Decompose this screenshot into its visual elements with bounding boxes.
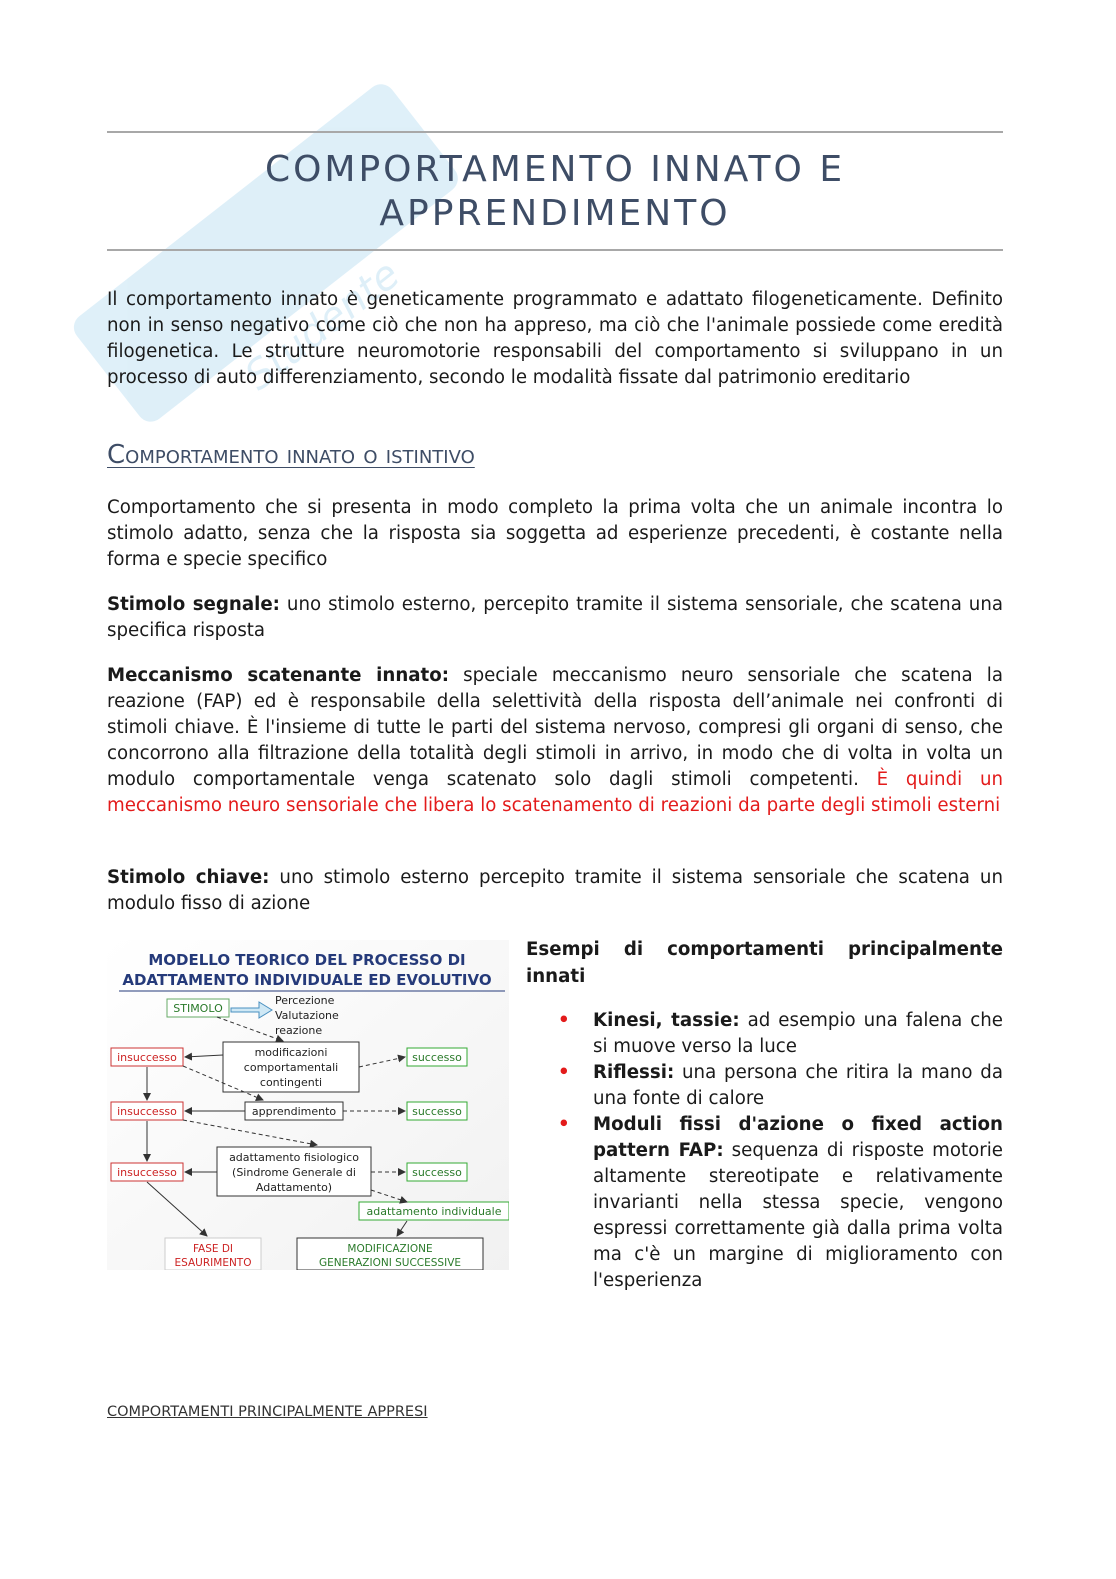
term-text: uno stimolo esterno percepito tramite il sistema sensoriale che scatena un modulo fisso di azione — [107, 867, 1003, 914]
modif-gen-line2: GENERAZIONI SUCCESSIVE — [318, 1257, 462, 1269]
bullet-icon: • — [558, 1010, 570, 1031]
fase-line2: ESAURIMENTO — [174, 1257, 252, 1269]
insuccesso-label: insuccesso — [117, 1051, 177, 1064]
adattamento-fis-line1: adattamento fisiologico — [229, 1151, 359, 1164]
term-stimolo-chiave — [107, 865, 1003, 917]
page-title: COMPORTAMENTO INNATO E APPRENDIMENTO — [264, 149, 846, 234]
insuccesso-label: insuccesso — [117, 1105, 177, 1118]
page — [107, 0, 1003, 1579]
term-text: speciale meccanismo neuro sensoriale che scatena la reazione (FAP) ed è responsabile della selettività della risposta dell’animale nei confronti di stimoli chiave. È l'insieme di tutte le parti del sistema nervoso, compresi gli organi di senso, che concorrono alla filtrazione della totalità degli stimoli in arrivo, in modo che di volta in volta un modulo comportamentale venga scatenato solo dagli stimoli competenti. — [107, 665, 1003, 790]
examples-heading: Esempi di comportamenti principalmente innati — [526, 939, 1003, 987]
adattamento-fis-line3: Adattamento) — [255, 1181, 333, 1194]
title-bottom-rule — [107, 249, 1003, 251]
bullet-icon: • — [558, 1062, 570, 1083]
insuccesso-label: insuccesso — [117, 1166, 177, 1179]
mod-comp-line3: contingenti — [259, 1076, 323, 1089]
diagram-title-line2: ADATTAMENTO INDIVIDUALE ED EVOLUTIVO — [122, 971, 492, 989]
example-term: Riflessi: — [593, 1062, 675, 1083]
example-term: Moduli fissi d'azione o fixed action pattern FAP: — [593, 1114, 1003, 1161]
bullet-icon: • — [558, 1114, 570, 1135]
highlighted-text: È quindi un meccanismo neuro sensoriale che libera lo scatenamento di reazioni da parte degli stimoli esterni — [107, 769, 1003, 816]
stimolo-label: STIMOLO — [173, 1002, 223, 1015]
term-meccanismo-scatenante — [107, 663, 1003, 819]
example-text: una persona che ritira la mano da una fonte di calore — [593, 1062, 1003, 1109]
example-term: Kinesi, tassie: — [593, 1010, 740, 1031]
list-item — [526, 1008, 1003, 1060]
list-item — [526, 1060, 1003, 1112]
successo-label: successo — [412, 1166, 462, 1179]
term-label: Stimolo segnale: — [107, 594, 280, 615]
adaptation-model-diagram — [107, 940, 509, 1270]
watermark-text: Studente — [236, 251, 409, 400]
term-label: Meccanismo scatenante innato: — [107, 665, 449, 686]
percezione-line3: reazione — [275, 1024, 323, 1037]
term-stimolo-segnale — [107, 592, 1003, 644]
intro-paragraph: Il comportamento innato è geneticamente programmato e adattato filogeneticamente. Definito non in senso negativo come ciò che non ha appreso, ma ciò che l'animale possiede come eredità filogenetica. Le strutture neuromotorie responsabili del comportamento si sviluppano in un processo di auto differenziamento, secondo le modalità fissate dal patrimonio ereditario — [107, 289, 1003, 388]
diagram-title-line1: MODELLO TEORICO DEL PROCESSO DI — [148, 951, 466, 969]
adattamento-ind-label: adattamento individuale — [366, 1205, 502, 1218]
term-label: Stimolo chiave: — [107, 867, 270, 888]
next-section-link[interactable]: COMPORTAMENTI PRINCIPALMENTE APPRESI — [107, 1404, 428, 1420]
percezione-line1: Percezione — [275, 994, 335, 1007]
term-text: uno stimolo esterno, percepito tramite il sistema sensoriale, che scatena una specifica risposta — [107, 594, 1004, 641]
successo-label: successo — [412, 1051, 462, 1064]
apprendimento-label: apprendimento — [251, 1105, 337, 1118]
adattamento-fis-line2: (Sindrome Generale di — [232, 1166, 356, 1179]
section-heading: Comportamento innato o istintivo — [107, 440, 475, 470]
example-text: ad esempio una falena che si muove verso la luce — [593, 1010, 1004, 1057]
mod-comp-line1: modificazioni — [254, 1046, 328, 1059]
definition-paragraph: Comportamento che si presenta in modo completo la prima volta che un animale incontra lo stimolo adatto, senza che la risposta sia soggetta ad esperienze precedenti, è costante nella forma e specie specifico — [107, 497, 1003, 570]
example-text: sequenza di risposte motorie altamente stereotipate e relativamente invarianti nella stessa specie, vengono espressi correttamente già dalla prima volta ma c'è un margine di miglioramento con l'esperienza — [593, 1140, 1003, 1291]
percezione-line2: Valutazione — [275, 1009, 339, 1022]
mod-comp-line2: comportamentali — [243, 1061, 339, 1074]
fase-line1: FASE DI — [192, 1243, 234, 1255]
modif-gen-line1: MODIFICAZIONE — [347, 1243, 433, 1255]
successo-label: successo — [412, 1105, 462, 1118]
title-top-rule — [107, 131, 1003, 133]
examples-list — [526, 1008, 1003, 1294]
list-item — [526, 1112, 1003, 1294]
